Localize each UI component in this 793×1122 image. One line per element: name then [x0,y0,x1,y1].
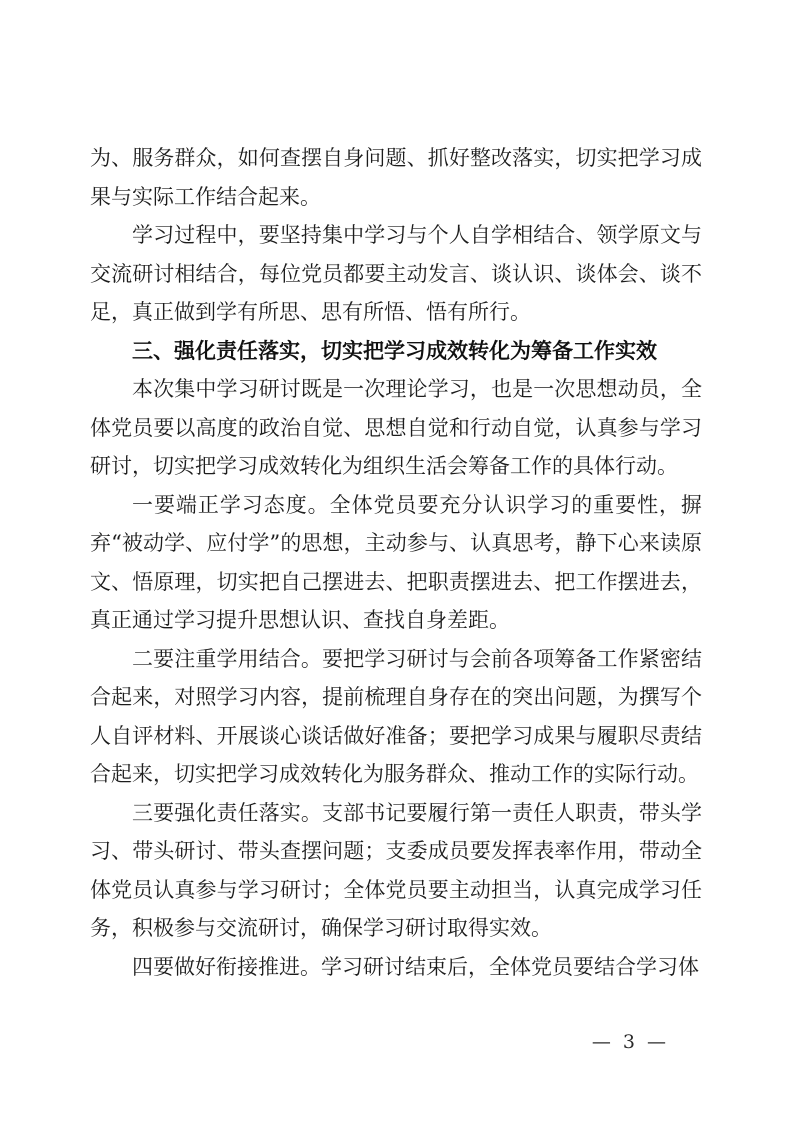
page-number: — 3 — [591,1031,669,1053]
paragraph: 为、服务群众，如何查摆自身问题、抓好整改落实，切实把学习成果与实际工作结合起来。 [90,146,702,209]
paragraph: 四要做好衔接推进。学习研讨结束后，全体党员要结合学习体 [132,954,699,979]
document-body [90,139,702,986]
paragraph: 学习过程中，要坚持集中学习与个人自学相结合、领学原文与交流研讨相结合，每位党员都要主动发言、谈认识、谈体会、谈不足，真正做到学有所思、思有所悟、悟有所行。 [90,223,702,324]
paragraph: 二要注重学用结合。要把学习研讨与会前各项筹备工作紧密结合起来，对照学习内容，提前梳理自身存在的突出问题，为撰写个人自评材料、开展谈心谈话做好准备；要把学习成果与履职尽责结合起来，切实把学习成效转化为服务群众、推动工作的实际行动。 [90,646,702,786]
section-heading: 三、强化责任落实，切实把学习成效转化为筹备工作实效 [132,338,657,363]
paragraph: 本次集中学习研讨既是一次理论学习，也是一次思想动员，全体党员要以高度的政治自觉、思想自觉和行动自觉，认真参与学习研讨，切实把学习成效转化为组织生活会筹备工作的具体行动。 [90,377,702,478]
paragraph: 一要端正学习态度。全体党员要充分认识学习的重要性，摒弃“被动学、应付学”的思想，主动参与、认真思考，静下心来读原文、悟原理，切实把自己摆进去、把职责摆进去、把工作摆进去，真正通过学习提升思想认识、查找自身差距。 [90,492,702,632]
paragraph: 三要强化责任落实。支部书记要履行第一责任人职责，带头学习、带头研讨、带头查摆问题；支委成员要发挥表率作用，带动全体党员认真参与学习研讨；全体党员要主动担当，认真完成学习任务，积极参与交流研讨，确保学习研讨取得实效。 [90,800,702,940]
